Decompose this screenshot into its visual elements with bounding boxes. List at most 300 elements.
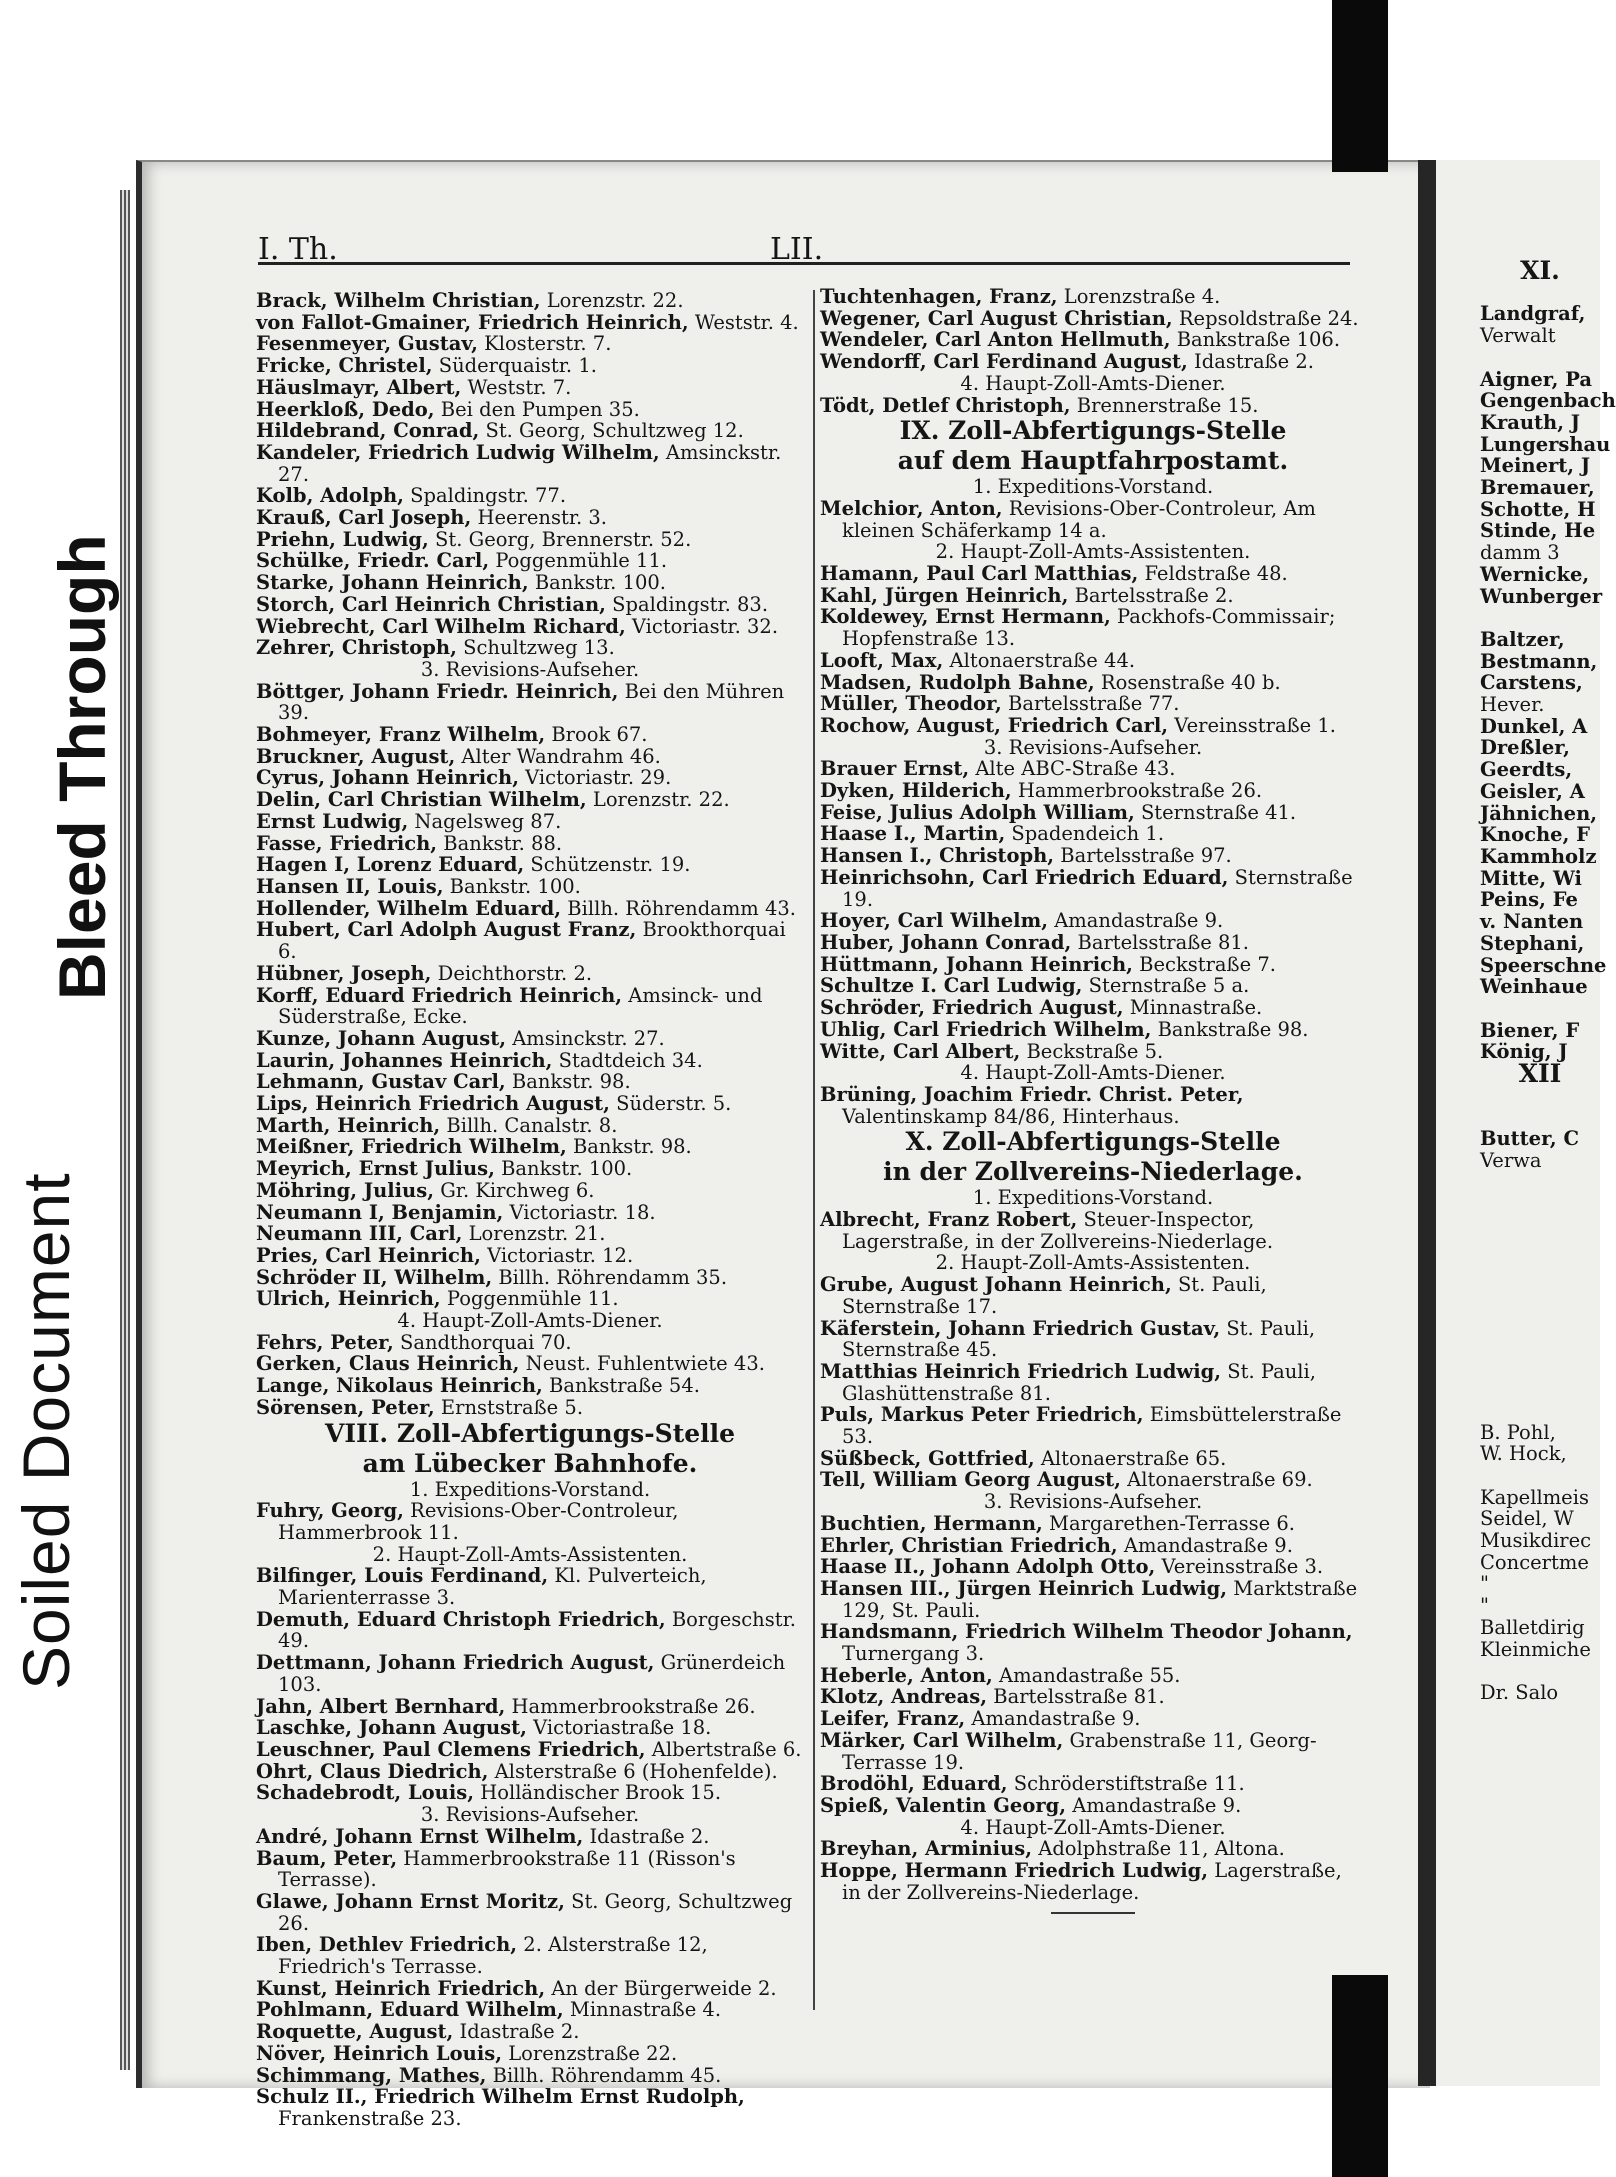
- fragment-line: ": [1480, 1594, 1489, 1618]
- directory-entry: [820, 975, 1366, 997]
- entry-name: Dyken, Hilderich,: [820, 779, 1012, 803]
- directory-entry: [256, 312, 804, 334]
- entry-address: 2. Alsterstraße 12, Friedrich's Terrasse.: [278, 1933, 708, 1979]
- end-rule: [1051, 1912, 1135, 1914]
- entry-address: Steuer-Inspector, Lagerstraße, in der Zollvereins-Niederlage.: [842, 1208, 1274, 1253]
- entry-name: Laurin, Johannes Heinrich,: [256, 1048, 553, 1072]
- entry-name: Madsen, Rudolph Bahne,: [820, 670, 1095, 694]
- entry-address: Bankstraße 54.: [542, 1374, 700, 1398]
- entry-name: Marth, Heinrich,: [256, 1113, 441, 1137]
- directory-entry: [820, 1404, 1366, 1447]
- entry-name: André, Johann Ernst Wilhelm,: [256, 1824, 584, 1848]
- entry-address: St. Georg, Schultzweg 12.: [479, 419, 744, 443]
- book-gutter: [1418, 160, 1436, 2086]
- subsection-heading: 4. Haupt-Zoll-Amts-Diener.: [960, 1815, 1226, 1839]
- entry-name: Priehn, Ludwig,: [256, 527, 429, 551]
- entry-address: Albertstraße 6.: [645, 1738, 802, 1761]
- directory-entry: [820, 954, 1366, 976]
- entry-name: Spieß, Valentin Georg,: [820, 1794, 1067, 1817]
- entry-name: Geisler, A: [1480, 779, 1585, 803]
- subsection-heading: 2. Haupt-Zoll-Amts-Assistenten.: [935, 1251, 1251, 1275]
- bleed-through-label: Bleed Through: [45, 534, 119, 1000]
- subsection-heading: 1. Expeditions-Vorstand.: [409, 1477, 651, 1501]
- entry-address: Billh. Röhrendamm 43.: [561, 896, 797, 920]
- entry-name: König, J: [1480, 1040, 1568, 1064]
- entry-name: Leifer, Franz,: [820, 1707, 966, 1731]
- directory-entry: [256, 746, 804, 768]
- entry-name: Korff, Eduard Friedrich Heinrich,: [256, 983, 623, 1007]
- scan-strip-bottom: [1332, 1975, 1388, 2177]
- entry-name: Bilfinger, Louis Ferdinand,: [256, 1564, 549, 1588]
- directory-entry: [256, 1050, 804, 1072]
- entry-address: Bartelsstraße 77.: [1001, 692, 1180, 716]
- entry-address: Margarethen-Terrasse 6.: [1042, 1511, 1295, 1535]
- entry-address: Minnastraße 4.: [563, 1998, 722, 2022]
- entry-address: Bankstr. 100.: [528, 571, 666, 595]
- directory-entry: [820, 1361, 1366, 1404]
- entry-name: Hagen I, Lorenz Eduard,: [256, 853, 525, 877]
- entry-name: Storch, Carl Heinrich Christian,: [256, 592, 606, 616]
- entry-name: Bremauer,: [1480, 476, 1595, 500]
- entry-name: Krauth, J: [1480, 410, 1581, 434]
- fragment-line: B. Pohl,: [1480, 1420, 1556, 1444]
- entry-name: Ehrler, Christian Friedrich,: [820, 1533, 1118, 1557]
- entry-name: Hollender, Wilhelm Eduard,: [256, 896, 562, 920]
- directory-entry: [256, 529, 804, 551]
- directory-entry: [256, 724, 804, 746]
- entry-name: Fricke, Christel,: [256, 354, 433, 378]
- entry-name: Uhlig, Carl Friedrich Wilhelm,: [820, 1017, 1152, 1041]
- directory-entry: [256, 2043, 804, 2065]
- directory-entry: [820, 1621, 1366, 1664]
- entry-name: Wiebrecht, Carl Wilhelm Richard,: [256, 614, 626, 638]
- directory-entry: [256, 1978, 804, 2000]
- directory-entry: [256, 919, 804, 962]
- subsection-heading: 3. Revisions-Aufseher.: [983, 1490, 1203, 1514]
- entry-address: Lorenzstraße 22.: [502, 2041, 678, 2065]
- subsection-heading: 4. Haupt-Zoll-Amts-Diener.: [960, 1061, 1226, 1085]
- entry-address: Hammerbrookstraße 11 (Risson's Terrasse).: [278, 1846, 736, 1892]
- entry-address: Kl. Pulverteich, Marienterrasse 3.: [278, 1564, 707, 1610]
- directory-entry: [256, 1332, 804, 1354]
- entry-name: Lungershau: [1480, 432, 1611, 456]
- directory-entry: [820, 1019, 1366, 1041]
- entry-name: Gerken, Claus Heinrich,: [256, 1352, 520, 1376]
- entry-address: Beckstraße 7.: [1132, 952, 1276, 976]
- entry-address: Süderquaistr. 1.: [432, 354, 597, 378]
- entry-address: Heerenstr. 3.: [471, 506, 608, 530]
- directory-entry: [820, 1041, 1366, 1063]
- subsection-heading: 2. Haupt-Zoll-Amts-Assistenten.: [372, 1542, 688, 1566]
- entry-address: St. Georg, Brennerstr. 52.: [428, 527, 692, 551]
- directory-entry: [256, 767, 804, 789]
- directory-entry: [820, 585, 1366, 607]
- entry-address: Bei den Mühren 39.: [278, 679, 785, 725]
- entry-name: v. Nanten: [1480, 910, 1584, 934]
- entry-address: Brennerstraße 15.: [1070, 393, 1259, 417]
- entry-name: Fuhry, Georg,: [256, 1499, 404, 1523]
- entry-name: Hansen I., Christoph,: [820, 844, 1055, 868]
- directory-entry: [256, 355, 804, 377]
- section-heading: X. Zoll-Abfertigungs-Stelle: [905, 1127, 1281, 1157]
- entry-address: St. Georg, Schultzweg 26.: [278, 1889, 793, 1935]
- directory-entry: [256, 1071, 804, 1093]
- directory-entry: [256, 2065, 804, 2087]
- directory-entry: [256, 2086, 804, 2129]
- section-heading: XII: [1518, 1059, 1562, 1089]
- directory-entry: [256, 1267, 804, 1289]
- directory-entry: [256, 1565, 804, 1608]
- directory-entry: [820, 1084, 1366, 1127]
- entry-name: Leuschner, Paul Clemens Friedrich,: [256, 1738, 646, 1761]
- entry-address: Packhofs-Commissair; Hopfenstraße 13.: [842, 605, 1336, 651]
- entry-name: Feise, Julius Adolph William,: [820, 800, 1135, 824]
- entry-address: Lorenzstr. 22.: [586, 788, 730, 812]
- entry-address: Bankstr. 98.: [566, 1135, 692, 1159]
- entry-name: Brodöhl, Eduard,: [820, 1772, 1008, 1796]
- entry-name: Knoche, F: [1480, 823, 1591, 847]
- scan-strip-top: [1332, 0, 1388, 172]
- entry-address: Sternstraße 5 a.: [1082, 974, 1250, 998]
- entry-name: Kunst, Heinrich Friedrich,: [256, 1976, 546, 2000]
- page-number: LII.: [770, 232, 824, 267]
- entry-address: Grabenstraße 11, Georg-Terrasse 19.: [842, 1728, 1317, 1774]
- entry-address: Bankstraße 98.: [1151, 1017, 1309, 1041]
- directory-entry: [256, 963, 804, 985]
- entry-address: Gr. Kirchweg 6.: [434, 1178, 595, 1202]
- directory-entry: [820, 1686, 1366, 1708]
- entry-address: Poggenmühle 11.: [489, 549, 668, 573]
- entry-name: Neumann III, Carl,: [256, 1222, 463, 1246]
- entry-address: Victoriastraße 18.: [526, 1716, 712, 1740]
- entry-address: Eimsbüttelerstraße 53.: [842, 1403, 1342, 1449]
- section-heading: auf dem Hauptfahrpostamt.: [897, 446, 1289, 476]
- entry-address: Bartelsstraße 81.: [1071, 930, 1249, 954]
- entry-address: Altonaerstraße 69.: [1120, 1468, 1313, 1492]
- entry-name: Klotz, Andreas,: [820, 1685, 988, 1709]
- directory-entry: [256, 985, 804, 1028]
- entry-name: Bohmeyer, Franz Wilhelm,: [256, 723, 546, 747]
- directory-entry: [256, 420, 804, 442]
- directory-entry: [256, 1717, 804, 1739]
- entry-address: Revisions-Ober-Controleur, Am kleinen Schäferkamp 14 a.: [842, 496, 1316, 542]
- entry-name: Kandeler, Friedrich Ludwig Wilhelm,: [256, 440, 660, 464]
- entry-address: Revisions-Ober-Controleur, Hammerbrook 11.: [278, 1499, 679, 1544]
- section-heading: in der Zollvereins-Niederlage.: [883, 1157, 1303, 1187]
- entry-name: Tell, William Georg August,: [820, 1468, 1121, 1492]
- directory-entry: [820, 308, 1366, 330]
- directory-entry: [256, 1761, 804, 1783]
- entry-address: Idastraße 2.: [453, 2020, 580, 2044]
- entry-name: Carstens,: [1480, 671, 1583, 695]
- entry-name: Cyrus, Johann Heinrich,: [256, 766, 519, 790]
- entry-address: Weststr. 7.: [461, 375, 572, 399]
- directory-entry: [256, 681, 804, 724]
- directory-entry: [256, 1500, 804, 1543]
- fragment-line: [1480, 1106, 1600, 1128]
- entry-name: Melchior, Anton,: [820, 496, 1003, 520]
- entry-address: Vereinsstraße 3.: [1155, 1555, 1324, 1579]
- entry-address: Victoriastr. 12.: [480, 1243, 634, 1267]
- directory-entry: [256, 854, 804, 876]
- entry-name: Wunberger: [1480, 584, 1603, 608]
- subsection-heading: 2. Haupt-Zoll-Amts-Assistenten.: [935, 540, 1251, 564]
- section-heading: IX. Zoll-Abfertigungs-Stelle: [899, 416, 1287, 446]
- directory-entry: [820, 1708, 1366, 1730]
- fragment-line: Balletdirig: [1480, 1615, 1585, 1639]
- entry-name: Witte, Carl Albert,: [820, 1039, 1021, 1063]
- entry-address: Ernststraße 5.: [434, 1395, 584, 1419]
- directory-entry: [256, 333, 804, 355]
- entry-address: Bankstr. 100.: [443, 874, 581, 898]
- entry-name: Krauß, Carl Joseph,: [256, 506, 472, 530]
- directory-entry: [256, 377, 804, 399]
- entry-name: Kunze, Johann August,: [256, 1026, 507, 1050]
- subsection-heading: 3. Revisions-Aufseher.: [420, 1803, 640, 1827]
- directory-entry: [820, 606, 1366, 649]
- directory-entry: [820, 932, 1366, 954]
- entry-name: Sörensen, Peter,: [256, 1395, 435, 1419]
- entry-name: Jahn, Albert Bernhard,: [256, 1694, 506, 1718]
- entry-name: Fehrs, Peter,: [256, 1330, 394, 1354]
- entry-name: Gengenbach: [1480, 389, 1616, 413]
- entry-name: Käferstein, Johann Friedrich Gustav,: [820, 1316, 1221, 1340]
- entry-address: Adolphstraße 11, Altona.: [1032, 1837, 1285, 1861]
- entry-address: Neust. Fuhlentwiete 43.: [519, 1352, 765, 1376]
- entry-address: St. Pauli, Sternstraße 17.: [842, 1273, 1267, 1318]
- entry-name: Breyhan, Arminius,: [820, 1837, 1033, 1861]
- entry-name: Butter, C: [1480, 1127, 1580, 1151]
- entry-address: Amandastraße 9.: [965, 1707, 1141, 1731]
- entry-name: Heerkloß, Dedo,: [256, 397, 435, 421]
- entry-name: Ohrt, Claus Diedrich,: [256, 1759, 489, 1783]
- entry-name: Süßbeck, Gottfried,: [820, 1446, 1035, 1470]
- entry-address: Frankenstraße 23.: [278, 2106, 462, 2130]
- entry-name: Rochow, August, Friedrich Carl,: [820, 713, 1169, 737]
- entry-name: Bestmann,: [1480, 649, 1598, 673]
- entry-name: Looft, Max,: [820, 648, 944, 672]
- entry-address: Billh. Röhrendamm 35.: [492, 1265, 728, 1289]
- directory-entry: [256, 1180, 804, 1202]
- entry-name: Meißner, Friedrich Wilhelm,: [256, 1135, 567, 1159]
- entry-name: Roquette, August,: [256, 2020, 454, 2044]
- part-number: I. Th.: [258, 232, 338, 267]
- entry-address: Sternstraße 19.: [842, 865, 1353, 911]
- directory-entry: [820, 1513, 1366, 1535]
- directory-entry: [820, 780, 1366, 802]
- entry-name: Tuchtenhagen, Franz,: [820, 285, 1058, 308]
- entry-address: Minnastraße.: [1123, 996, 1263, 1020]
- entry-name: Schröder, Friedrich August,: [820, 996, 1124, 1020]
- entry-name: Hübner, Joseph,: [256, 961, 432, 985]
- directory-entry: [256, 833, 804, 855]
- entry-address: Amandastraße 9.: [1066, 1794, 1242, 1817]
- entry-name: Weinhaue: [1480, 975, 1588, 999]
- entry-address: Billh. Röhrendamm 45.: [486, 2063, 722, 2087]
- entry-name: Brauer Ernst,: [820, 757, 970, 781]
- directory-entry: [256, 1245, 804, 1267]
- entry-name: Baum, Peter,: [256, 1846, 398, 1870]
- entry-name: Hüttmann, Johann Heinrich,: [820, 952, 1133, 976]
- entry-address: An der Bürgerweide 2.: [545, 1976, 777, 2000]
- fragment-line: Verwa: [1480, 1148, 1542, 1172]
- directory-entry: [820, 351, 1366, 373]
- entry-name: Buchtien, Hermann,: [820, 1511, 1043, 1535]
- entry-address: Alter Wandrahm 46.: [455, 744, 661, 768]
- entry-name: Starke, Johann Heinrich,: [256, 571, 529, 595]
- fragment-line: Hever.: [1480, 693, 1545, 717]
- directory-entry: [256, 1375, 804, 1397]
- entry-address: Billh. Canalstr. 8.: [440, 1113, 618, 1137]
- entry-address: Valentinskamp 84/86, Hinterhaus.: [842, 1104, 1180, 1128]
- entry-name: Fasse, Friedrich,: [256, 831, 438, 855]
- section-heading: am Lübecker Bahnhofe.: [362, 1448, 698, 1478]
- subsection-heading: 3. Revisions-Aufseher.: [420, 657, 640, 681]
- entry-address: Lorenzstr. 22.: [540, 289, 684, 312]
- directory-entry: [256, 1891, 804, 1934]
- entry-address: Schützenstr. 19.: [524, 853, 691, 877]
- entry-name: Laschke, Johann August,: [256, 1716, 527, 1740]
- directory-entry: [256, 1028, 804, 1050]
- directory-entry: [820, 1773, 1366, 1795]
- directory-entry: [820, 498, 1366, 541]
- entry-name: Landgraf,: [1480, 302, 1586, 326]
- entry-name: Handsmann, Friedrich Wilhelm Theodor Johann,: [820, 1620, 1353, 1644]
- entry-name: Glawe, Johann Ernst Moritz,: [256, 1889, 565, 1913]
- directory-entry: [820, 845, 1366, 867]
- entry-address: Hammerbrookstraße 26.: [1011, 779, 1263, 803]
- entry-address: St. Pauli, Glashüttenstraße 81.: [842, 1359, 1316, 1405]
- directory-entry: [820, 1448, 1366, 1470]
- entry-address: Amsinckstr. 27.: [506, 1026, 665, 1050]
- entry-address: Beckstraße 5.: [1020, 1039, 1164, 1063]
- directory-entry: [256, 1826, 804, 1848]
- entry-name: Schultze I. Carl Ludwig,: [820, 974, 1083, 998]
- fragment-line: [1480, 347, 1600, 369]
- entry-name: Ernst Ludwig,: [256, 809, 409, 833]
- entry-address: Bankstr. 88.: [437, 831, 563, 855]
- entry-address: Poggenmühle 11.: [440, 1287, 619, 1311]
- entry-name: Dreßler,: [1480, 736, 1570, 760]
- entry-address: Bartelsstraße 2.: [1068, 583, 1234, 607]
- directory-entry: [256, 1999, 804, 2021]
- entry-address: Idastraße 2.: [1187, 350, 1314, 374]
- entry-name: Wendeler, Carl Anton Hellmuth,: [820, 328, 1171, 352]
- entry-address: Vereinsstraße 1.: [1168, 713, 1336, 737]
- entry-name: Biener, F: [1480, 1018, 1580, 1042]
- entry-address: Rosenstraße 40 b.: [1094, 670, 1281, 694]
- entry-name: Matthias Heinrich Friedrich Ludwig,: [820, 1359, 1222, 1383]
- entry-name: Aigner, Pa: [1480, 367, 1592, 391]
- entry-name: Kahl, Jürgen Heinrich,: [820, 583, 1069, 607]
- directory-entry: [820, 867, 1366, 910]
- entry-name: Böttger, Johann Friedr. Heinrich,: [256, 679, 619, 703]
- directory-entry: [820, 395, 1366, 417]
- directory-entry: [820, 715, 1366, 737]
- entry-address: Nagelsweg 87.: [408, 809, 562, 833]
- subsection-heading: 4. Haupt-Zoll-Amts-Diener.: [397, 1309, 663, 1333]
- entry-address: Weststr. 4.: [688, 310, 799, 334]
- entry-name: Iben, Dethlev Friedrich,: [256, 1933, 518, 1957]
- directory-entry: [256, 399, 804, 421]
- directory-entry: [256, 1288, 804, 1310]
- entry-name: Stephani,: [1480, 931, 1585, 955]
- fragment-line: Dr. Salo: [1480, 1680, 1559, 1704]
- directory-entry: [256, 572, 804, 594]
- directory-entry: [820, 1860, 1366, 1903]
- entry-address: Spaldingstr. 77.: [403, 484, 567, 508]
- directory-entry: [820, 758, 1366, 780]
- entry-address: Sternstraße 41.: [1134, 800, 1297, 824]
- directory-entry: [256, 1202, 804, 1224]
- entry-name: Baltzer,: [1480, 627, 1565, 651]
- entry-name: Lips, Heinrich Friedrich August,: [256, 1092, 610, 1116]
- entry-address: Victoriastr. 29.: [518, 766, 672, 790]
- directory-entry: [820, 1209, 1366, 1252]
- entry-name: Speerschne: [1480, 953, 1607, 977]
- entry-name: Növer, Heinrich Louis,: [256, 2041, 503, 2065]
- entry-name: Dunkel, A: [1480, 714, 1588, 738]
- directory-entry: [256, 1652, 804, 1695]
- entry-address: Altonaerstraße 65.: [1034, 1446, 1227, 1470]
- fragment-line: Verwalt: [1480, 324, 1556, 348]
- entry-address: Klosterstr. 7.: [477, 332, 612, 356]
- directory-entry: [820, 1274, 1366, 1317]
- fragment-line: W. Hock,: [1480, 1442, 1567, 1466]
- fragment-line: damm 3: [1480, 541, 1560, 565]
- directory-entry: [256, 442, 804, 485]
- entry-name: Wendorff, Carl Ferdinand August,: [820, 350, 1188, 374]
- fragment-line: Concertme: [1480, 1550, 1589, 1574]
- entry-name: Grube, August Johann Heinrich,: [820, 1273, 1172, 1297]
- entry-name: Stinde, He: [1480, 519, 1596, 543]
- entry-address: Bankstraße 106.: [1170, 328, 1341, 352]
- entry-name: Hansen II, Louis,: [256, 874, 444, 898]
- directory-entry: [820, 1730, 1366, 1773]
- entry-address: Feldstraße 48.: [1138, 562, 1288, 586]
- entry-name: Schadebrodt, Louis,: [256, 1781, 475, 1805]
- facing-page-fragment: [1480, 256, 1616, 1704]
- entry-name: Dettmann, Johann Friedrich August,: [256, 1651, 655, 1675]
- fragment-line: Seidel, W: [1480, 1507, 1574, 1531]
- fragment-line: [1480, 1660, 1600, 1682]
- entry-address: Borgeschstr. 49.: [278, 1607, 796, 1653]
- entry-address: Alte ABC-Straße 43.: [969, 757, 1176, 781]
- directory-entry: [256, 1696, 804, 1718]
- directory-entry: [256, 637, 804, 659]
- directory-entry: [256, 1397, 804, 1419]
- entry-name: Kolb, Adolph,: [256, 484, 404, 508]
- subsection-heading: 1. Expeditions-Vorstand.: [972, 475, 1214, 499]
- middle-column: [820, 286, 1366, 1914]
- fragment-spacer: [1480, 1172, 1600, 1422]
- entry-address: Hammerbrookstraße 26.: [505, 1694, 756, 1718]
- directory-entry: [256, 507, 804, 529]
- entry-address: Turnergang 3.: [842, 1642, 985, 1666]
- entry-address: Deichthorstr. 2.: [431, 961, 593, 985]
- entry-name: Puls, Markus Peter Friedrich,: [820, 1403, 1144, 1427]
- entry-address: Amandastraße 9.: [1117, 1533, 1293, 1557]
- entry-name: Märker, Carl Wilhelm,: [820, 1728, 1064, 1752]
- directory-entry: [820, 563, 1366, 585]
- directory-entry: [256, 1223, 804, 1245]
- entry-address: Bartelsstraße 97.: [1054, 844, 1232, 868]
- entry-address: Amandastraße 9.: [1048, 909, 1224, 933]
- fragment-line: [1480, 1465, 1600, 1487]
- entry-name: Bruckner, August,: [256, 744, 456, 768]
- directory-entry: [256, 485, 804, 507]
- entry-name: Haase II., Johann Adolph Otto,: [820, 1555, 1156, 1579]
